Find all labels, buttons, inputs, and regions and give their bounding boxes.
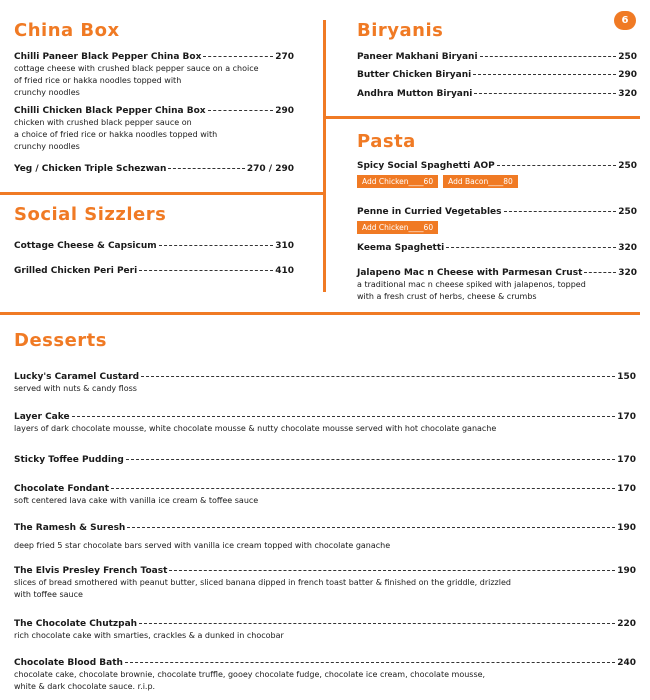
item-name: Penne in Curried Vegetables	[357, 207, 502, 217]
right-divider-pasta	[324, 116, 640, 119]
item-price: 270 / 290	[246, 164, 294, 174]
item-price: 250	[618, 52, 637, 62]
item-description: crunchy noodles	[14, 142, 80, 151]
item-description: white & dark chocolate sauce. r.i.p.	[14, 682, 156, 691]
item-description: rich chocolate cake with smarties, crackles & a dunked in chocobar	[14, 631, 284, 640]
item-name: Chocolate Fondant	[14, 484, 110, 494]
item-name: Andhra Mutton Biryani	[357, 89, 473, 99]
left-divider-sizzlers	[0, 192, 324, 195]
item-description: of fried rice or hakka noodles topped with	[14, 76, 182, 85]
menu-item	[14, 266, 294, 276]
item-price: 270	[275, 52, 294, 62]
addon-bacon-badge: Add Bacon____80	[443, 175, 518, 188]
item-description: with toffee sauce	[14, 590, 83, 599]
item-name: The Elvis Presley French Toast	[14, 566, 168, 576]
page-number-badge: 6	[614, 11, 636, 30]
item-price: 220	[617, 619, 636, 629]
menu-item	[357, 89, 637, 99]
menu-item	[14, 455, 636, 465]
item-name: Yeg / Chicken Triple Schezwan	[14, 164, 167, 174]
menu-item	[14, 164, 294, 174]
menu-item	[357, 161, 637, 188]
item-name: Chocolate Blood Bath	[14, 658, 123, 668]
item-description: cottage cheese with crushed black pepper sauce on a choice	[14, 64, 259, 73]
menu-item	[357, 268, 637, 302]
item-price: 240	[617, 658, 636, 668]
item-description: slices of bread smothered with peanut butter, sliced banana dipped in french toast batter & finished on the griddle, drizzled	[14, 578, 511, 587]
item-description: layers of dark chocolate mousse, white chocolate mousse & nutty chocolate mousse served with hot chocolate ganache	[14, 424, 497, 433]
menu-item	[14, 523, 636, 551]
item-name: Sticky Toffee Pudding	[14, 455, 124, 465]
menu-item	[14, 106, 294, 152]
menu-item	[357, 70, 637, 80]
desserts-divider	[0, 312, 640, 315]
item-price: 250	[618, 161, 637, 171]
item-name: Keema Spaghetti	[357, 243, 445, 253]
item-description: a traditional mac n cheese spiked with jalapenos, topped	[357, 280, 586, 289]
menu-item	[14, 484, 636, 506]
item-price: 190	[617, 566, 636, 576]
item-price: 170	[617, 455, 636, 465]
item-name: The Chocolate Chutzpah	[14, 619, 138, 629]
item-description: a choice of fried rice or hakka noodles topped with	[14, 130, 218, 139]
menu-item	[14, 241, 294, 251]
item-price: 290	[275, 106, 294, 116]
item-description: with a fresh crust of herbs, cheese & crumbs	[357, 292, 537, 301]
item-price: 320	[618, 89, 637, 99]
addon-chicken-badge: Add Chicken____60	[357, 221, 438, 234]
item-name: Grilled Chicken Peri Peri	[14, 266, 138, 276]
item-name: Lucky's Caramel Custard	[14, 372, 140, 382]
menu-item	[357, 207, 637, 234]
item-price: 410	[275, 266, 294, 276]
item-description: served with nuts & candy floss	[14, 384, 137, 393]
item-price: 320	[618, 268, 637, 278]
social-sizzlers-title: Social Sizzlers	[14, 204, 167, 225]
menu-item	[14, 412, 636, 434]
item-name: Butter Chicken Biryani	[357, 70, 472, 80]
addon-chicken-badge: Add Chicken____60	[357, 175, 438, 188]
item-description: chicken with crushed black pepper sauce on	[14, 118, 192, 127]
item-price: 150	[617, 372, 636, 382]
item-description: soft centered lava cake with vanilla ice cream & toffee sauce	[14, 496, 259, 505]
item-price: 170	[617, 412, 636, 422]
center-divider	[323, 20, 326, 292]
menu-item	[14, 566, 636, 600]
item-name: Layer Cake	[14, 412, 70, 422]
item-description: chocolate cake, chocolate brownie, chocolate truffle, gooey chocolate fudge, chocolate ice cream, chocolate mousse,	[14, 670, 486, 679]
item-name: Jalapeno Mac n Cheese with Parmesan Crust	[357, 268, 583, 278]
item-price: 290	[618, 70, 637, 80]
item-name: Chilli Chicken Black Pepper China Box	[14, 106, 206, 116]
china-box-title: China Box	[14, 20, 120, 41]
desserts-title: Desserts	[14, 330, 107, 351]
item-name: The Ramesh & Suresh	[14, 523, 126, 533]
menu-item	[357, 243, 637, 253]
item-price: 190	[617, 523, 636, 533]
item-price: 310	[275, 241, 294, 251]
biryanis-title: Biryanis	[357, 20, 444, 41]
menu-item	[14, 372, 636, 394]
item-price: 250	[618, 207, 637, 217]
item-name: Cottage Cheese & Capsicum	[14, 241, 157, 251]
item-price: 170	[617, 484, 636, 494]
item-price: 320	[618, 243, 637, 253]
item-name: Paneer Makhani Biryani	[357, 52, 478, 62]
item-name: Spicy Social Spaghetti AOP	[357, 161, 495, 171]
menu-item	[14, 658, 636, 692]
menu-item	[14, 619, 636, 641]
item-description: deep fried 5 star chocolate bars served with vanilla ice cream topped with chocolate ganache	[14, 541, 391, 550]
menu-item	[14, 52, 294, 98]
menu-item	[357, 52, 637, 62]
item-name: Chilli Paneer Black Pepper China Box	[14, 52, 202, 62]
item-description: crunchy noodles	[14, 88, 80, 97]
pasta-title: Pasta	[357, 131, 416, 152]
